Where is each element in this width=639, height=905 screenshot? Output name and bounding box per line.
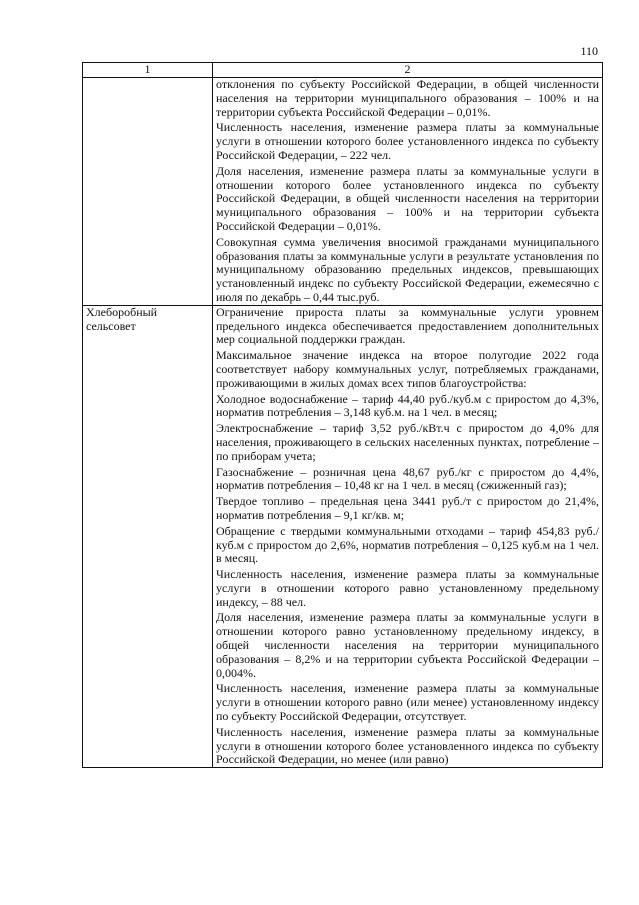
document-table xyxy=(82,62,603,768)
paragraph: Численность населения, изменение размера платы за коммунальные услуги в отношении которого более установленного индекса по субъекту Российской Федерации, – 222 чел. xyxy=(216,120,599,162)
description-cell xyxy=(213,78,603,306)
paragraph: Газоснабжение – розничная цена 48,67 руб./кг с приростом до 4,4%, норматив потребления – 10,48 кг на 1 чел. в месяц (сжиженный газ); xyxy=(216,464,599,493)
table-row xyxy=(83,78,603,306)
table-header-row xyxy=(83,63,603,78)
paragraph: Электроснабжение – тариф 3,52 руб./кВт.ч с приростом до 4,0% для населения, проживающего в сельских населенных пунктах, потребление – по приборам учета; xyxy=(216,421,599,463)
paragraph: Обращение с твердыми коммунальными отходами – тариф 454,83 руб./куб.м с приростом до 2,6%, норматив потребления – 0,125 куб.м на 1 чел. в месяц. xyxy=(216,523,599,566)
paragraph: Совокупная сумма увеличения вносимой гражданами муниципального образования платы за коммунальные услуги в результате установления по муниципальному образованию предельных индексов, превышающих установленный индекс по субъекту Российской Федерации, ежемесячно с июля по декабрь – 0,44 тыс.руб. xyxy=(216,234,599,304)
paragraph: Доля населения, изменение размера платы за коммунальные услуги в отношении которого равно установленному предельному индексу, в общей численности населения на территории муниципального образования – 8,2% и на территории субъекта Российской Федерации – 0,004%. xyxy=(216,610,599,680)
description-cell xyxy=(213,305,603,768)
paragraph: Численность населения, изменение размера платы за коммунальные услуги в отношении которого равно установленному предельному индексу, – 88 чел. xyxy=(216,567,599,609)
paragraph: Численность населения, изменение размера платы за коммунальные услуги в отношении которого более установленного индекса по субъекту Российской Федерации, но менее (или равно) xyxy=(216,724,599,767)
municipality-name-cell xyxy=(83,78,213,306)
paragraph: отклонения по субъекту Российской Федерации, в общей численности населения на территории муниципального образования – 100% и на территории субъекта Российской Федерации – 0,01%. xyxy=(216,77,599,119)
paragraph: Твердое топливо – предельная цена 3441 руб./т с приростом до 21,4%, норматив потребления – 9,1 кг/кв. м; xyxy=(216,494,599,522)
paragraph: Численность населения, изменение размера платы за коммунальные услуги в отношении которого равно (или менее) установленному индексу по субъекту Российской Федерации, отсутствует. xyxy=(216,681,599,724)
municipality-name-cell: Хлеборобный сельсовет xyxy=(83,305,213,768)
paragraph: Ограничение прироста платы за коммунальные услуги уровнем предельного индекса обеспечивается предоставлением дополнительных мер социальной поддержки граждан. xyxy=(216,304,599,347)
page-number: 110 xyxy=(580,44,598,58)
table-row xyxy=(83,305,603,768)
paragraph: Холодное водоснабжение – тариф 44,40 руб./куб.м с приростом до 4,3%, норматив потребления – 3,148 куб.м. на 1 чел. в месяц; xyxy=(216,391,599,420)
column-header-2: 2 xyxy=(213,63,603,78)
column-header-1: 1 xyxy=(83,63,213,78)
paragraph: Доля населения, изменение размера платы за коммунальные услуги в отношении которого более установленного индекса по субъекту Российской Федерации, в общей численности населения на территории муниципального образования – 100% и на территории субъекта Российской Федерации – 0,01%. xyxy=(216,163,599,233)
paragraph: Максимальное значение индекса на второе полугодие 2022 года соответствует набору коммунальных услуг, потребляемых гражданами, проживающими в жилых домах всех типов благоустройства: xyxy=(216,348,599,390)
